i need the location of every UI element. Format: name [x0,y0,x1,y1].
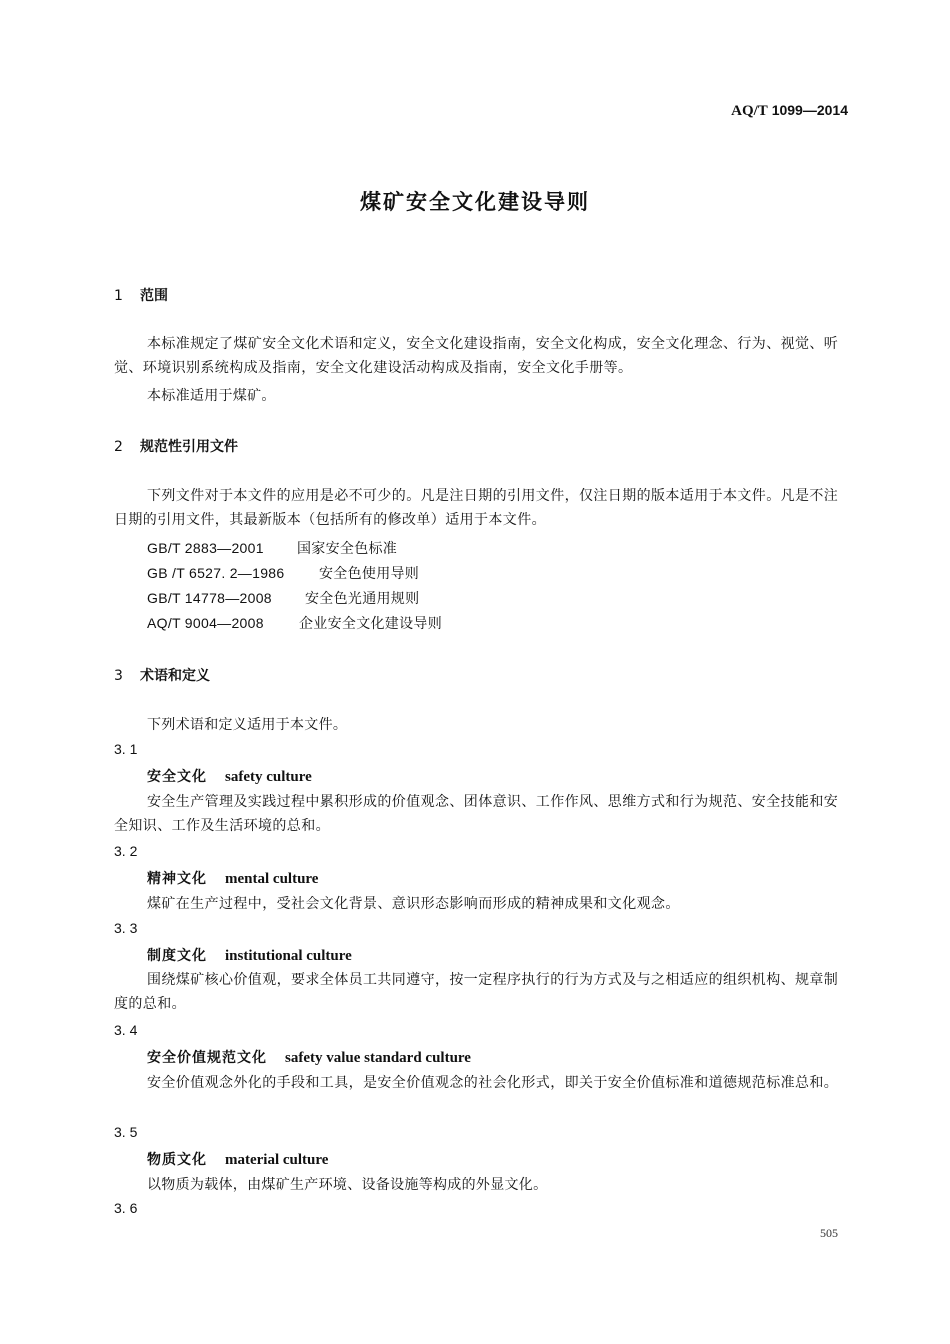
clause-number: 3. 5 [114,1124,138,1140]
clause-number: 3. 4 [114,1022,138,1038]
section-2-heading [114,436,238,456]
term-heading [147,868,318,888]
reference-name: 企业安全文化建设导则 [299,616,442,632]
reference-item [147,538,397,558]
section-title: 范围 [140,288,168,304]
term-english: safety culture [225,769,312,785]
term-heading [147,1047,471,1067]
reference-code: GB/T 2883—2001 [147,540,264,556]
reference-item [147,563,419,583]
section-number: 1 [114,288,123,304]
term-chinese: 安全价值规范文化 [147,1050,267,1066]
term-definition: 安全价值观念外化的手段和工具，是安全价值观念的社会化形式，即关于安全价值标准和道德规范标准总和。 [147,1075,839,1091]
term-heading [147,945,352,965]
section-title: 规范性引用文件 [140,439,238,455]
clause-number: 3. 3 [114,920,138,936]
reference-code: GB/T 14778—2008 [147,590,272,606]
section-1-heading [114,285,168,305]
standard-number: 1099—2014 [771,102,848,118]
section-title: 术语和定义 [140,668,210,684]
clause-number: 3. 2 [114,843,138,859]
clause-number: 3. 6 [114,1200,138,1216]
term-chinese: 物质文化 [147,1152,207,1168]
paragraph: 下列文件对于本文件的应用是必不可少的。凡是注日期的引用文件，仅注日期的版本适用于本文件。凡是不注日期的引用文件，其最新版本（包括所有的修改单）适用于本文件。 [114,488,839,528]
paragraph: 下列术语和定义适用于本文件。 [147,717,348,733]
term-heading [147,766,312,786]
page-number: 505 [820,1226,838,1240]
term-chinese: 制度文化 [147,948,207,964]
term-chinese: 精神文化 [147,871,207,887]
term-english: material culture [225,1152,329,1168]
document-title: 煤矿安全文化建设导则 [360,190,590,214]
standard-code [731,102,848,120]
term-english: mental culture [225,871,319,887]
term-definition: 煤矿在生产过程中，受社会文化背景、意识形态影响而形成的精神成果和文化观念。 [147,896,680,912]
reference-code: AQ/T 9004—2008 [147,615,264,631]
reference-item [147,613,442,633]
clause-number: 3. 1 [114,741,138,757]
term-heading [147,1149,328,1169]
reference-item [147,588,419,608]
term-definition: 围绕煤矿核心价值观，要求全体员工共同遵守，按一定程序执行的行为方式及与之相适应的组织机构、规章制度的总和。 [114,972,839,1012]
term-definition: 以物质为载体，由煤矿生产环境、设备设施等构成的外显文化。 [147,1177,548,1193]
term-english: safety value standard culture [285,1050,471,1066]
term-english: institutional culture [225,948,352,964]
term-chinese: 安全文化 [147,769,207,785]
reference-code: GB /T 6527. 2—1986 [147,565,285,581]
term-definition: 安全生产管理及实践过程中累积形成的价值观念、团体意识、工作作风、思维方式和行为规范、安全技能和安全知识、工作及生活环境的总和。 [114,794,839,834]
reference-name: 安全色光通用规则 [305,591,420,607]
reference-name: 国家安全色标准 [297,541,398,557]
paragraph: 本标准适用于煤矿。 [147,388,276,404]
paragraph: 本标准规定了煤矿安全文化术语和定义，安全文化建设指南，安全文化构成，安全文化理念、行为、视觉、听觉、环境识别系统构成及指南，安全文化建设活动构成及指南，安全文化手册等。 [114,336,839,376]
section-number: 3 [114,668,123,684]
reference-name: 安全色使用导则 [319,566,420,582]
section-3-heading [114,665,210,685]
standard-prefix: AQ/T [731,103,768,119]
section-number: 2 [114,439,123,455]
